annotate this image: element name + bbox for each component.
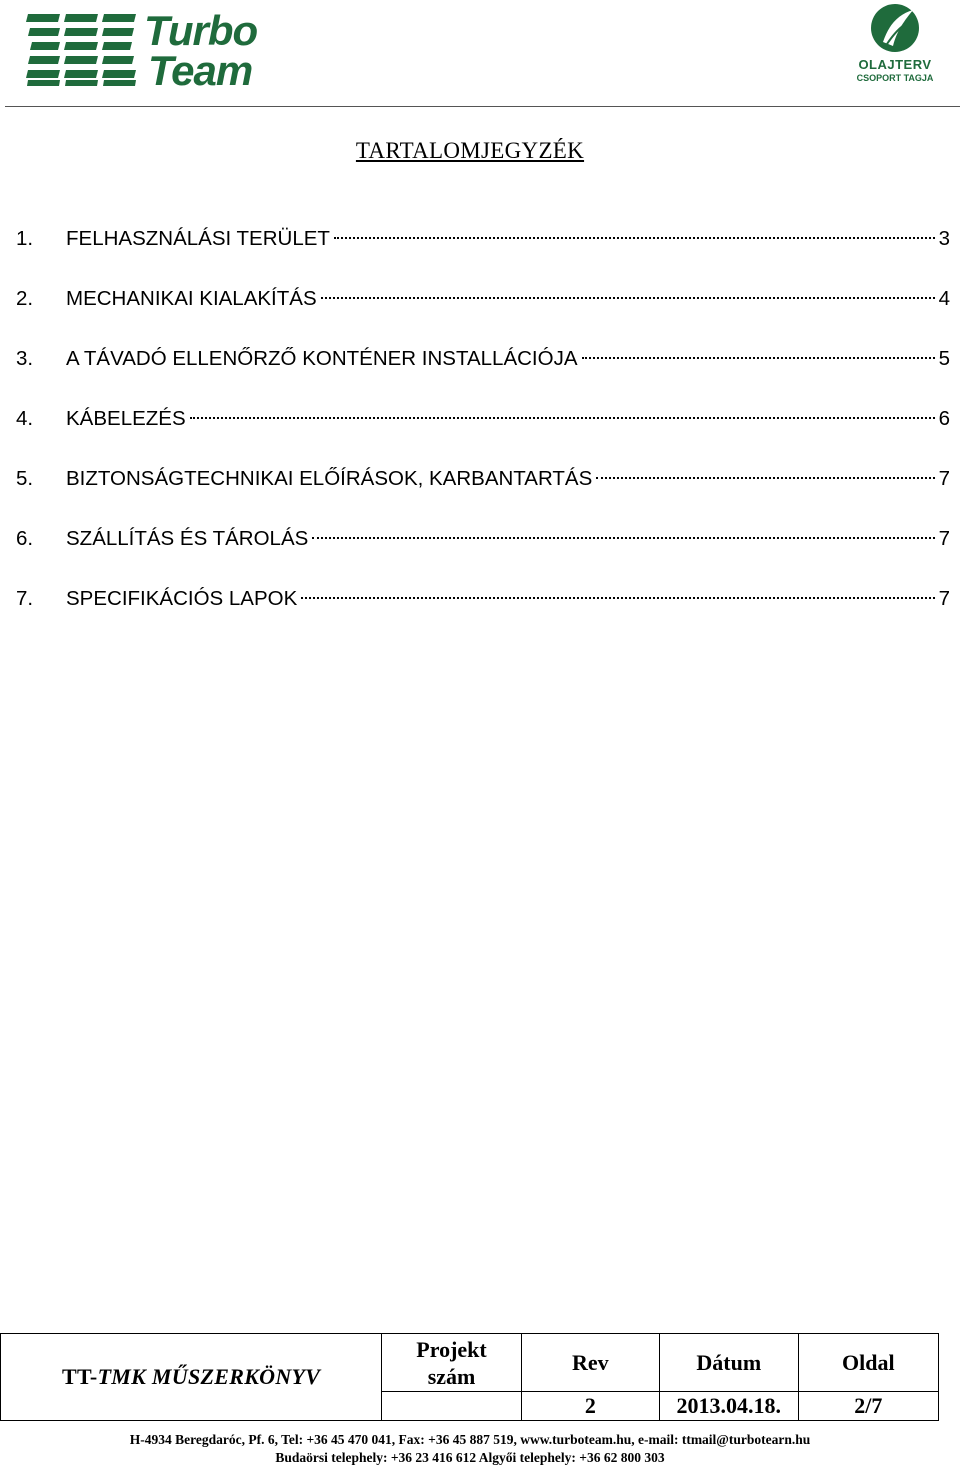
page-header (0, 0, 960, 110)
toc-entry-title: BIZTONSÁGTECHNIKAI ELŐÍRÁSOK, KARBANTARTÁS (66, 467, 593, 490)
toc-entry-page: 4 (938, 287, 950, 310)
toc-dot-leader (596, 477, 934, 479)
toc-entry-page: 6 (938, 407, 950, 430)
turbo-team-logo (26, 7, 326, 94)
toc-entry-title: A TÁVADÓ ELLENŐRZŐ KONTÉNER INSTALLÁCIÓJA (66, 347, 578, 370)
olajterv-name: OLAJTERV (858, 57, 932, 72)
toc-entry-page: 7 (938, 467, 950, 490)
project-number-value (382, 1392, 521, 1421)
toc-entry[interactable] (16, 404, 950, 464)
branch-phones: Budaörsi telephely: +36 23 416 612 Algyői telephely: +36 62 800 303 (275, 1450, 665, 1465)
toc-dot-leader (582, 357, 935, 359)
document-footer-table (0, 1333, 939, 1421)
project-header-line2: szám (427, 1363, 476, 1389)
toc-dot-leader (321, 297, 935, 299)
toc-entry[interactable] (16, 524, 950, 584)
toc-entry[interactable] (16, 344, 950, 404)
olajterv-subtitle: CSOPORT TAGJA (856, 73, 934, 83)
toc-entry[interactable] (16, 584, 950, 644)
page-header-cell: Oldal (798, 1334, 938, 1392)
toc-entry-number: 2. (16, 287, 34, 310)
header-divider (5, 106, 960, 107)
toc-entry-number: 6. (16, 527, 34, 550)
toc-entry-page: 7 (938, 527, 950, 550)
toc-entry-number: 4. (16, 407, 34, 430)
page-value: 2/7 (798, 1392, 938, 1421)
toc-entry-number: 7. (16, 587, 34, 610)
toc-dot-leader (334, 237, 935, 239)
toc-entry-page: 7 (938, 587, 950, 610)
toc-entry-page: 3 (938, 227, 950, 250)
toc-entry[interactable] (16, 224, 950, 284)
toc-entry-title: KÁBELEZÉS (66, 407, 186, 430)
toc-dot-leader (312, 537, 934, 539)
toc-entry-title: SPECIFIKÁCIÓS LAPOK (66, 587, 298, 610)
toc-entry-page: 5 (938, 347, 950, 370)
turbo-team-bars-icon (26, 12, 138, 88)
project-number-header (382, 1334, 521, 1392)
toc-title: TARTALOMJEGYZÉK (355, 138, 585, 163)
toc-entry-title: MECHANIKAI KIALAKÍTÁS (66, 287, 317, 310)
toc-entry[interactable] (16, 464, 950, 524)
revision-header: Rev (521, 1334, 659, 1392)
revision-value: 2 (521, 1392, 659, 1421)
document-title-prefix: TT- (62, 1364, 98, 1389)
logo-word-turbo: Turbo (144, 7, 258, 54)
document-title-name: TMK MŰSZERKÖNYV (97, 1364, 321, 1389)
toc-entry-number: 5. (16, 467, 34, 490)
toc-entry-number: 3. (16, 347, 34, 370)
olajterv-leaf-icon (869, 2, 921, 54)
toc-dot-leader (301, 597, 934, 599)
project-header-line1: Projekt (416, 1336, 487, 1362)
toc-dot-leader (190, 417, 935, 419)
toc-entry-number: 1. (16, 227, 34, 250)
company-address: H-4934 Beregdaróc, Pf. 6, Tel: +36 45 470 041, Fax: +36 45 887 519, www.turboteam.hu, e-mail: ttmail@turbotearn.hu (129, 1432, 811, 1447)
date-value: 2013.04.18. (659, 1392, 798, 1421)
toc-entry-title: SZÁLLÍTÁS ÉS TÁROLÁS (66, 527, 309, 550)
toc-entry[interactable] (16, 284, 950, 344)
logo-word-team: Team (148, 47, 253, 94)
document-title (1, 1334, 382, 1421)
toc-entry-title: FELHASZNÁLÁSI TERÜLET (66, 227, 330, 250)
table-of-contents (16, 224, 950, 644)
date-header: Dátum (659, 1334, 798, 1392)
olajterv-logo (852, 2, 938, 88)
